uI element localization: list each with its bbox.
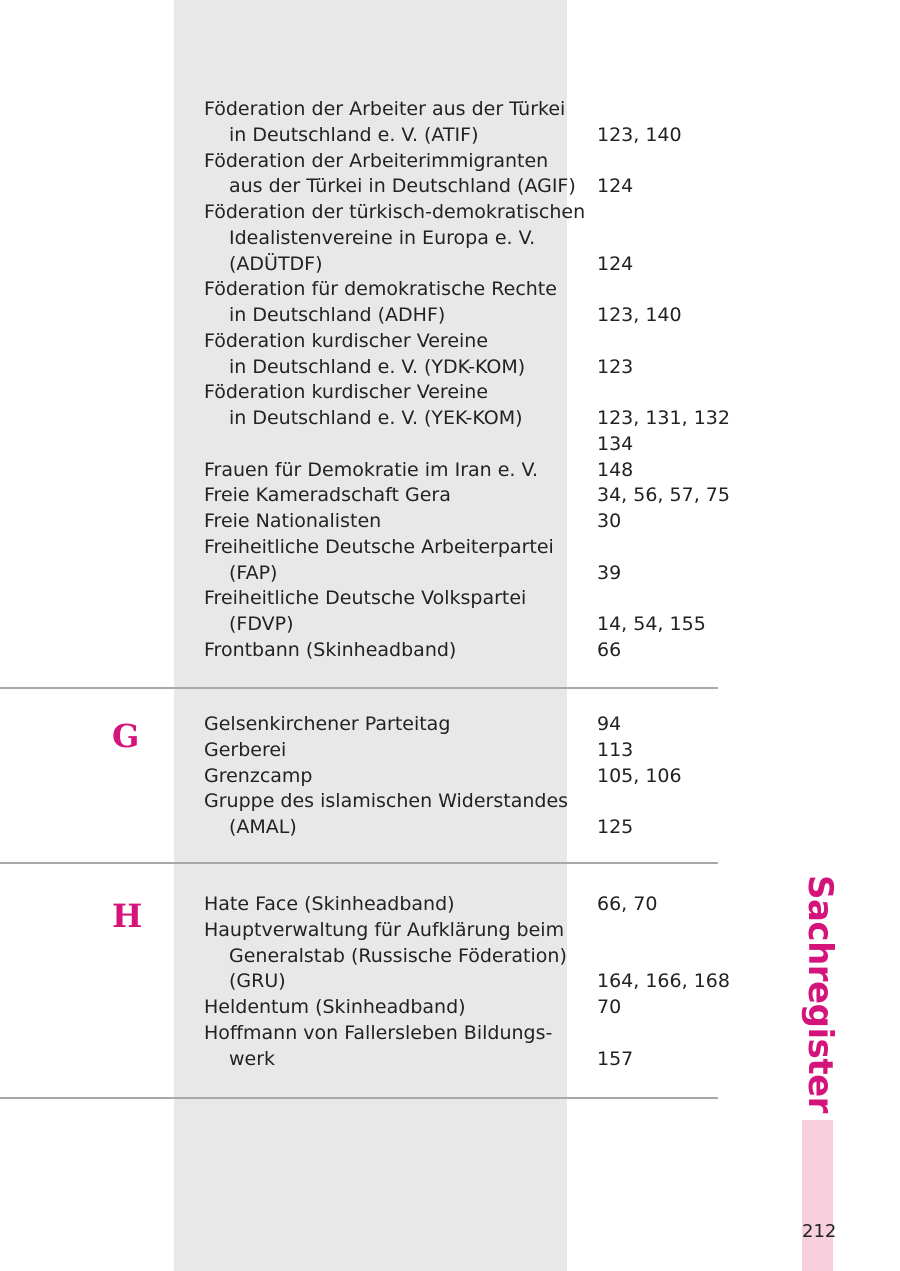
section-letter-g: G [112,717,140,755]
entry-text-line: Föderation der Arbeiterimmigranten [204,149,549,172]
section-divider [0,862,718,864]
section-divider [0,1097,718,1099]
entry-page-numbers: 148 [597,458,634,481]
entry-page-numbers-continued: 134 [597,432,634,455]
side-title [790,875,850,1113]
page-number: 212 [802,1221,837,1242]
entry-page-numbers: 39 [597,561,622,584]
entry-page-numbers: 105, 106 [597,764,682,787]
entry-text-line: Hate Face (Skinheadband) [204,893,455,915]
entry-page-numbers: 30 [597,510,622,532]
entry-page-numbers: 70 [597,996,622,1018]
section-letter-h: H [112,897,143,935]
entry-text-line: Freie Kameradschaft Gera [204,484,451,507]
entry-text-line: Frauen für Demokratie im Iran e. V. [204,458,539,481]
entry-text-line: Föderation kurdischer Vereine [204,381,489,404]
entry-text-line: Idealistenvereine in Europa e. V. [229,226,536,249]
entry-text-line: in Deutschland (ADHF) [229,304,446,326]
entry-text-line: (FAP) [229,561,278,584]
entry-page-numbers: 94 [597,713,622,735]
entry-text-line: Frontbann (Skinheadband) [204,638,457,661]
entry-page-numbers: 34, 56, 57, 75 [597,484,730,507]
entry-text-line: Föderation kurdischer Vereine [204,329,489,352]
entry-page-numbers: 124 [597,252,634,275]
entry-text-line: werk [229,1047,276,1070]
page-tab [802,1120,837,1271]
entry-page-numbers: 123, 140 [597,304,682,326]
entry-text-line: Freiheitliche Deutsche Arbeiterpartei [204,535,554,558]
entry-text-line: Freiheitliche Deutsche Volkspartei [204,587,527,610]
entry-text-line: Gruppe des islamischen Widerstandes [204,790,569,813]
entry-text-line: Hoffmann von Fallersleben Bildungs- [204,1021,553,1044]
section-divider [0,687,718,689]
entry-text-line: Föderation der Arbeiter aus der Türkei [204,98,566,120]
entry-text-line: Hauptverwaltung für Aufklärung beim [204,918,565,941]
entry-page-numbers: 14, 54, 155 [597,613,706,635]
entry-text-line: Generalstab (Russische Föderation) [229,944,567,967]
entry-text-line: Gelsenkirchener Parteitag [204,713,451,735]
entry-text-line: Föderation der türkisch-demokratischen [204,201,586,223]
entry-text-line: (ADÜTDF) [229,252,323,275]
entry-text-line: in Deutschland e. V. (YDK-KOM) [229,355,526,378]
entry-page-numbers: 164, 166, 168 [597,970,730,993]
entry-text-line: (AMAL) [229,816,297,838]
entry-text-line: (GRU) [229,970,286,993]
entry-text-line: Grenzcamp [204,764,313,787]
entry-page-numbers: 157 [597,1047,634,1070]
entry-page-numbers: 123 [597,355,634,378]
entry-page-numbers: 113 [597,738,634,761]
entry-text-line: Gerberei [204,738,287,761]
entry-text-line: aus der Türkei in Deutschland (AGIF) [229,175,576,198]
entry-page-numbers: 124 [597,175,634,198]
entry-text-line: Freie Nationalisten [204,510,382,532]
entry-text-line: Heldentum (Skinheadband) [204,996,466,1018]
entry-text-line: in Deutschland e. V. (YEK-KOM) [229,407,523,429]
entry-text-line: in Deutschland e. V. (ATIF) [229,123,479,146]
entry-page-numbers: 123, 140 [597,123,682,146]
entry-text-line: (FDVP) [229,613,294,635]
entry-text-line: Föderation für demokratische Rechte [204,278,557,301]
entry-page-numbers: 66, 70 [597,893,658,915]
entry-page-numbers: 123, 131, 132 [597,407,730,429]
entry-page-numbers: 66 [597,638,622,661]
entry-page-numbers: 125 [597,816,634,838]
side-title-text: Sachregister [800,875,840,1113]
